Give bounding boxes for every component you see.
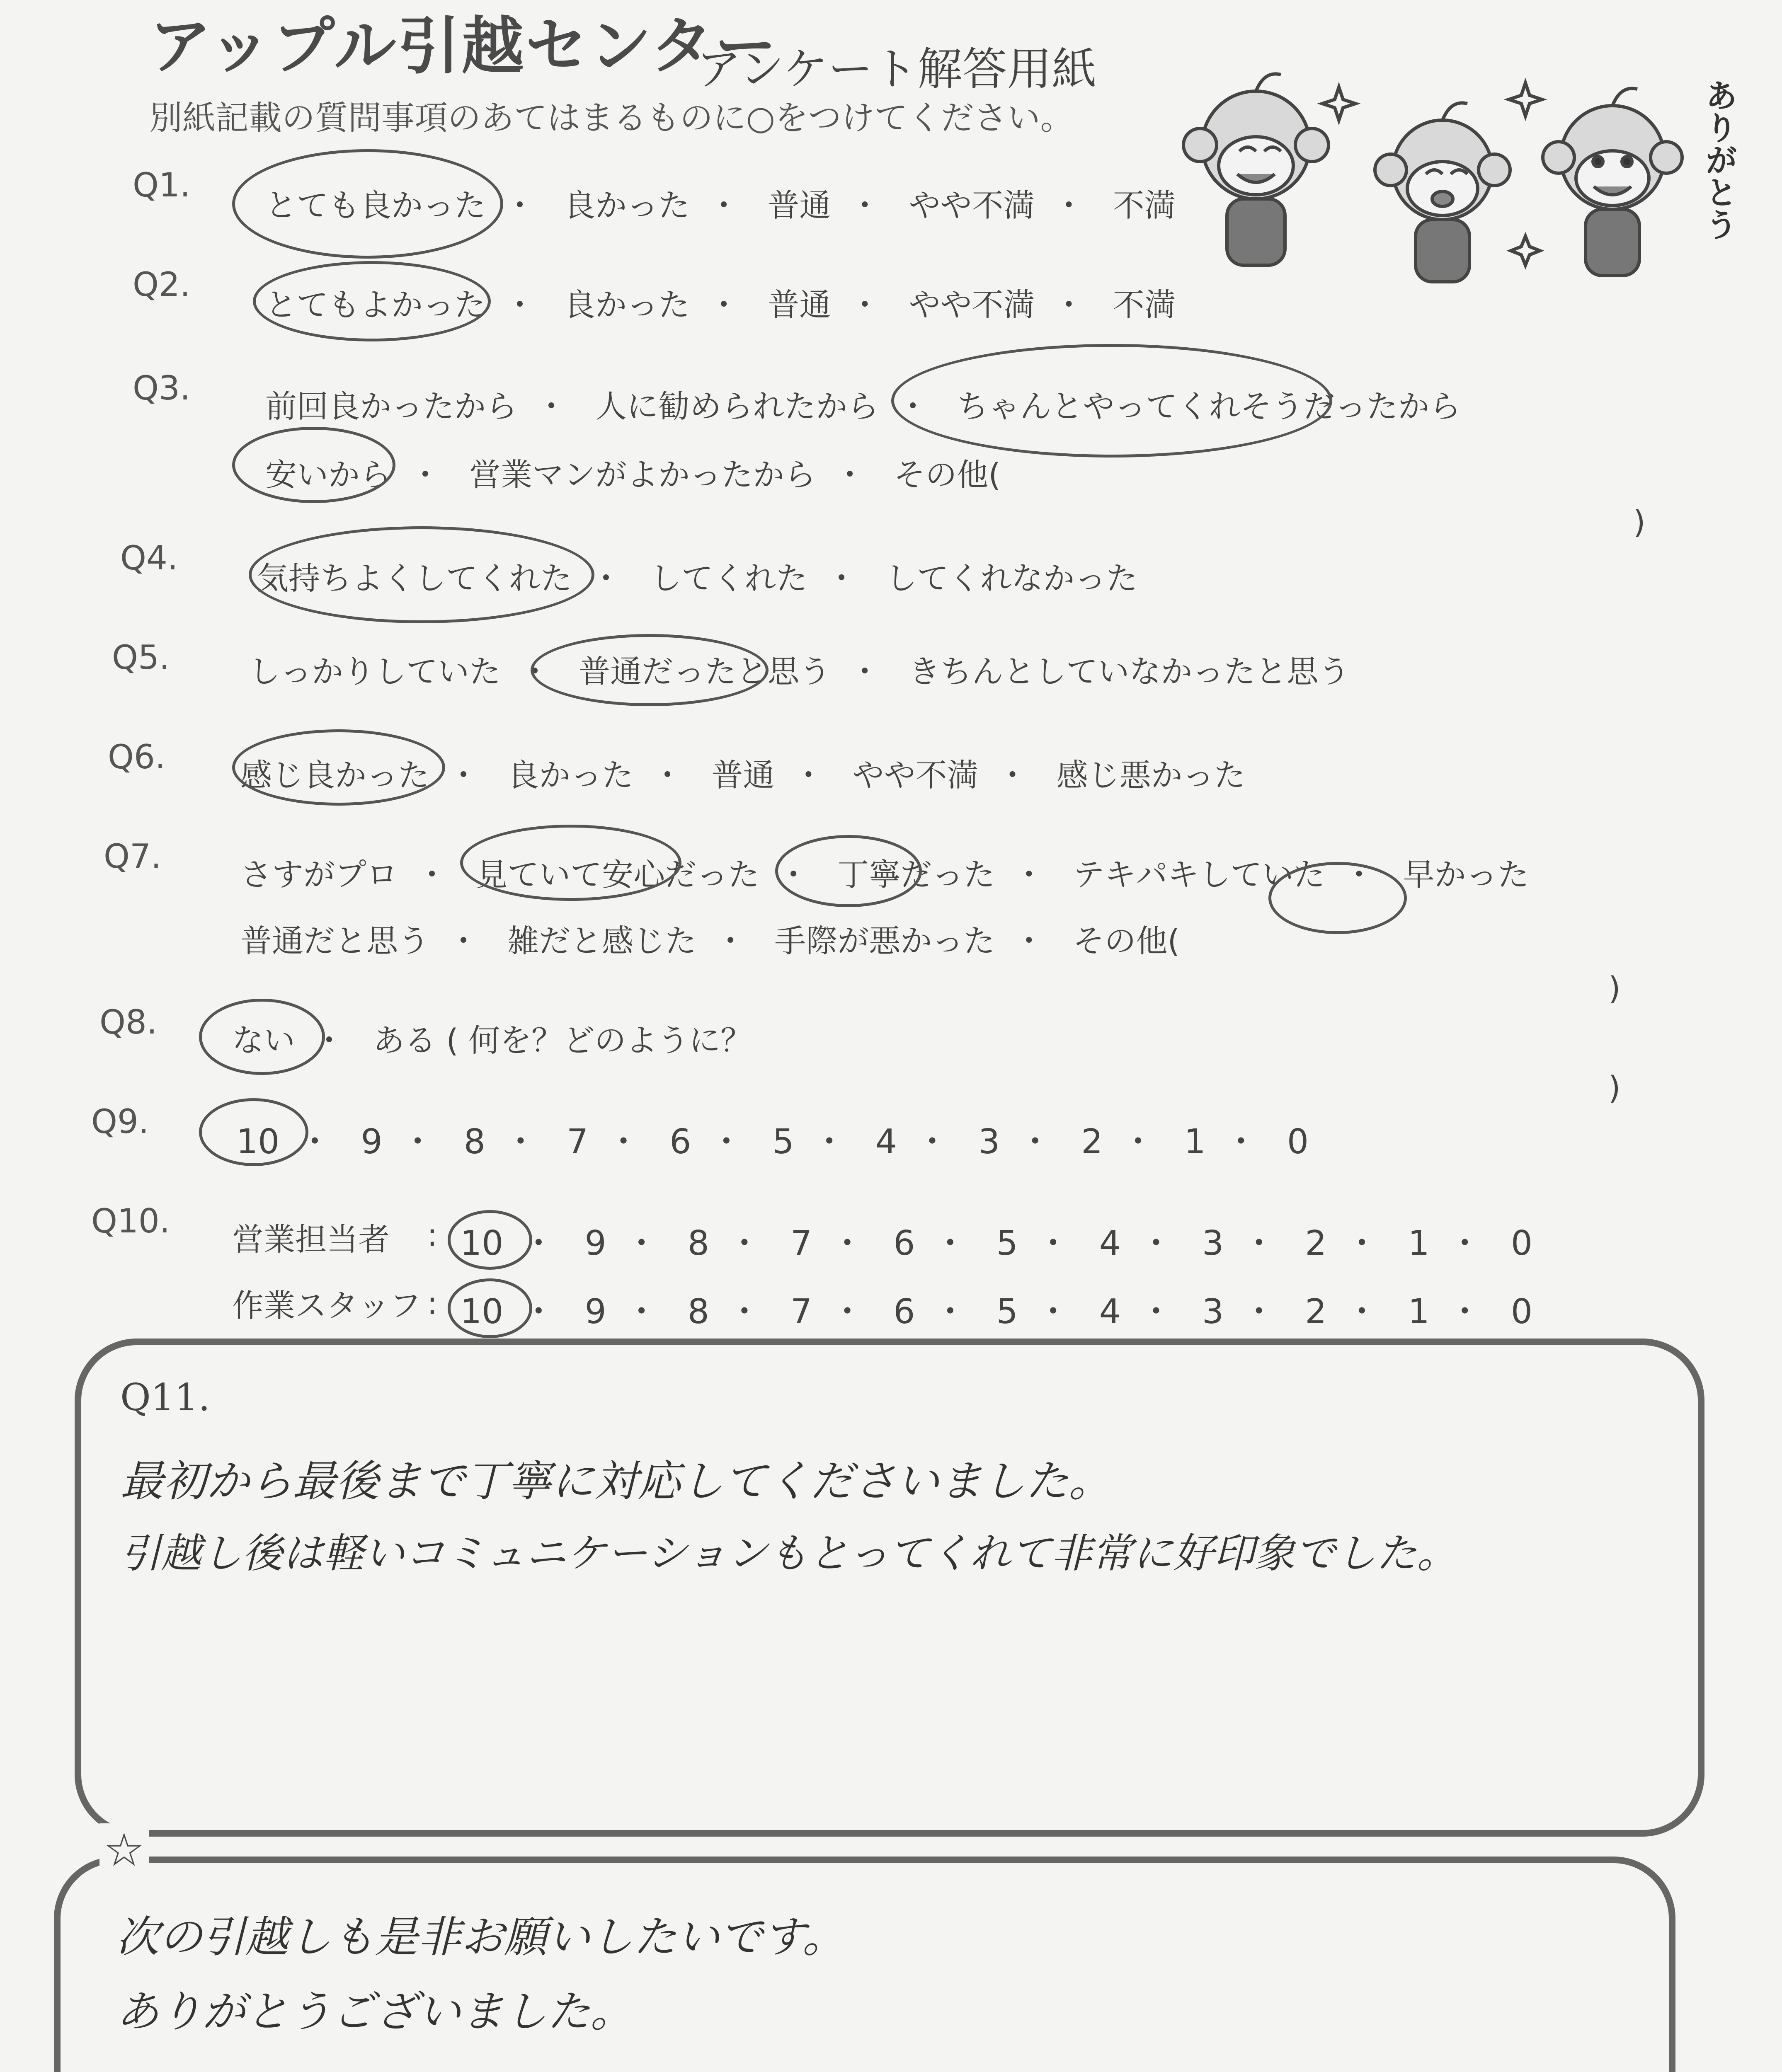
q6-option[interactable]: 普通 (711, 757, 775, 794)
mascot-thanks-text: ありがとう (1700, 79, 1737, 240)
q10-staff-selection-circle (448, 1278, 532, 1338)
q1-options: とても良かった ・ 良かった ・ 普通 ・ やや不満 ・ 不満 (265, 180, 1176, 225)
star-comment-box[interactable] (54, 1857, 1675, 2072)
instruction-text: 別紙記載の質問事項のあてはまるものに○をつけてください。 (149, 99, 1074, 137)
q10-sales-score[interactable]: 3 (1202, 1224, 1224, 1263)
q10-sales-score[interactable]: 10 (460, 1224, 504, 1263)
q6-option[interactable]: 感じ良かった (240, 757, 429, 794)
q7-options-line2: 普通だと思う ・ 雑だと感じた ・ 手際が悪かった ・ その他( (240, 916, 1180, 961)
q6-option[interactable]: 感じ悪かった (1056, 757, 1246, 794)
q7-option[interactable]: 普通だと思う (240, 922, 429, 959)
q3-option[interactable]: 営業マンがよかったから (469, 456, 816, 493)
star-icon: ☆ (99, 1823, 149, 1876)
mascot-illustration (1161, 62, 1741, 294)
q10-staff-colon: : (427, 1285, 438, 1322)
q9-scale: 10 ・ 9 ・ 8 ・ 7 ・ 6 ・ 5 ・ 4 ・ 3 ・ 2 ・ 1 ・ 0 (236, 1122, 1309, 1162)
q1-option[interactable]: 不満 (1113, 187, 1176, 224)
q1-selection-circle (232, 149, 503, 259)
q10-sales-score[interactable]: 1 (1408, 1224, 1430, 1263)
q3-option[interactable]: 人に勧められたから (595, 388, 879, 425)
q4-option[interactable]: してくれた (650, 560, 808, 597)
q7-selection-circle-3 (1268, 862, 1407, 934)
q10-staff-score[interactable]: 7 (790, 1292, 812, 1331)
q3-option[interactable]: 前回良かったから (265, 388, 517, 425)
star-comment-line1: 次の引越しも是非お願いしたいです。 (116, 1912, 846, 1962)
q10-staff-score[interactable]: 4 (1099, 1292, 1121, 1331)
q4-option[interactable]: 気持ちよくしてくれた (257, 560, 572, 597)
q10-sales-colon: : (427, 1216, 438, 1253)
q9-score[interactable]: 6 (669, 1122, 691, 1162)
q10-staff-score[interactable]: 3 (1202, 1292, 1224, 1331)
q9-selection-circle (199, 1098, 308, 1166)
q2-options: とてもよかった ・ 良かった ・ 普通 ・ やや不満 ・ 不満 (265, 280, 1176, 325)
q7-other-field[interactable]: その他( (1073, 922, 1180, 959)
q8-options: ない ・ ある ( 何を？どのように？ (232, 1015, 752, 1060)
q2-option[interactable]: 良かった (564, 286, 690, 323)
q5-option[interactable]: きちんとしていなかったと思う (909, 653, 1350, 690)
q6-selection-circle (232, 729, 445, 806)
q3-label: Q3. (133, 369, 191, 407)
q5-label: Q5. (112, 638, 170, 677)
q4-options: 気持ちよくしてくれた ・ してくれた ・ してくれなかった (257, 553, 1137, 598)
q4-label: Q4. (120, 539, 178, 577)
q7-option[interactable]: 手際が悪かった (774, 922, 995, 959)
q7-option[interactable]: 見ていて安心だった (476, 856, 760, 893)
q10-staff-score[interactable]: 1 (1408, 1292, 1430, 1331)
brand-title: アップル引越センター (149, 10, 778, 82)
q10-staff-score[interactable]: 9 (584, 1292, 606, 1331)
q10-sales-scale: 10 ・ 9 ・ 8 ・ 7 ・ 6 ・ 5 ・ 4 ・ 3 ・ 2 ・ 1 ・ 0 (460, 1224, 1532, 1263)
q10-sales-score[interactable]: 9 (584, 1224, 606, 1263)
q9-score[interactable]: 2 (1081, 1122, 1103, 1162)
q7-option[interactable]: 雑だと感じた (507, 922, 697, 959)
q8-option[interactable]: ない (232, 1022, 295, 1059)
q10-staff-scale: 10 ・ 9 ・ 8 ・ 7 ・ 6 ・ 5 ・ 4 ・ 3 ・ 2 ・ 1 ・ 0 (460, 1292, 1532, 1331)
q10-sales-label: 営業担当者 (232, 1221, 390, 1258)
q1-option[interactable]: 普通 (768, 187, 831, 224)
q10-staff-score[interactable]: 5 (996, 1292, 1018, 1331)
q8-selection-circle (199, 999, 325, 1075)
q7-close-paren: ) (1608, 970, 1621, 1007)
q3-close-paren: ) (1633, 503, 1646, 540)
q9-score[interactable]: 7 (566, 1122, 589, 1162)
q9-score[interactable]: 9 (361, 1122, 383, 1162)
q8-label: Q8. (99, 1003, 158, 1041)
q1-label: Q1. (133, 166, 191, 204)
q11-comment-line1: 最初から最後まで丁寧に対応してくださいました。 (120, 1456, 1112, 1506)
q3-options-line2: 安いから ・ 営業マンがよかったから ・ その他( (265, 450, 1001, 495)
q5-options: しっかりしていた ・ 普通だったと思う ・ きちんとしていなかったと思う (249, 646, 1350, 692)
monkey-mascots-icon (1161, 62, 1741, 294)
q11-comment-box[interactable] (75, 1339, 1704, 1837)
q7-option[interactable]: 早かった (1403, 856, 1529, 893)
q10-sales-score[interactable]: 8 (687, 1224, 709, 1263)
q6-option[interactable]: 良かった (507, 757, 634, 794)
q10-label: Q10. (91, 1202, 170, 1240)
q7-option[interactable]: さすがプロ (240, 856, 398, 893)
q2-selection-circle (253, 261, 491, 341)
q10-sales-selection-circle (448, 1210, 532, 1270)
q7-label: Q7. (104, 837, 162, 876)
q4-selection-circle (249, 526, 594, 623)
q9-label: Q9. (91, 1102, 149, 1141)
q3-other-field[interactable]: その他( (894, 456, 1001, 493)
q6-options: 感じ良かった ・ 良かった ・ 普通 ・ やや不満 ・ 感じ悪かった (240, 750, 1246, 795)
q10-sales-score[interactable]: 6 (893, 1224, 915, 1263)
q6-label: Q6. (108, 738, 166, 776)
q9-score[interactable]: 3 (978, 1122, 1000, 1162)
q5-option[interactable]: 普通だったと思う (579, 653, 831, 690)
q3-option[interactable]: 安いから (265, 456, 391, 493)
q2-label: Q2. (133, 265, 191, 304)
q7-option[interactable]: 丁寧だった (837, 856, 995, 893)
q10-staff-score[interactable]: 6 (893, 1292, 915, 1331)
q1-option[interactable]: やや不満 (909, 187, 1035, 224)
q11-comment-line2: 引越し後は軽いコミュニケーションもとってくれて非常に好印象でした。 (120, 1530, 1458, 1577)
q9-score[interactable]: 1 (1184, 1122, 1206, 1162)
q3-option[interactable]: ちゃんとやってくれそうだったから (957, 388, 1461, 425)
q3-options-line1: 前回良かったから ・ 人に勧められたから ・ ちゃんとやってくれそうだったから (265, 381, 1461, 426)
q10-staff-score[interactable]: 10 (460, 1292, 504, 1331)
form-subtitle: アンケート解答用紙 (696, 44, 1097, 95)
star-comment-line2: ありがとうございました。 (116, 1986, 634, 2037)
q10-staff-score[interactable]: 2 (1305, 1292, 1327, 1331)
q2-option[interactable]: やや不満 (909, 286, 1035, 323)
q10-sales-score[interactable]: 7 (790, 1224, 812, 1263)
q7-options-line1: さすがプロ ・ 見ていて安心だった ・ 丁寧だった ・ テキパキしていた ・ 早かった (240, 850, 1529, 895)
q5-option[interactable]: しっかりしていた (249, 653, 501, 690)
q2-option[interactable]: とてもよかった (265, 286, 486, 323)
q10-sales-score[interactable]: 4 (1099, 1224, 1121, 1263)
q7-selection-circle-2 (775, 835, 922, 907)
q9-score[interactable]: 4 (875, 1122, 897, 1162)
q3-selection-circle-2 (232, 427, 395, 503)
q9-score[interactable]: 0 (1287, 1122, 1309, 1162)
q3-selection-circle-1 (891, 344, 1332, 457)
q8-close-paren: ) (1608, 1069, 1621, 1106)
q10-sales-score[interactable]: 5 (996, 1224, 1018, 1263)
q5-selection-circle (531, 634, 769, 706)
q7-selection-circle-1 (460, 825, 681, 901)
q10-staff-score[interactable]: 0 (1510, 1292, 1532, 1331)
q1-option[interactable]: 良かった (564, 187, 690, 224)
q10-staff-label: 作業スタッフ (232, 1287, 421, 1324)
q4-option[interactable]: してくれなかった (885, 560, 1138, 597)
q10-staff-score[interactable]: 8 (687, 1292, 709, 1331)
q9-score[interactable]: 10 (236, 1122, 280, 1162)
q1-option[interactable]: とても良かった (265, 187, 486, 224)
q9-score[interactable]: 8 (463, 1122, 485, 1162)
q2-option[interactable]: 普通 (768, 286, 831, 323)
q2-option[interactable]: 不満 (1113, 286, 1176, 323)
q6-option[interactable]: やや不満 (852, 757, 979, 794)
q11-label: Q11. (120, 1376, 210, 1419)
q8-option[interactable]: ある ( 何を？どのように？ (373, 1022, 752, 1059)
q9-score[interactable]: 5 (772, 1122, 794, 1162)
q10-sales-score[interactable]: 0 (1510, 1224, 1532, 1263)
q7-option[interactable]: テキパキしていた (1073, 856, 1325, 893)
q10-sales-score[interactable]: 2 (1305, 1224, 1327, 1263)
